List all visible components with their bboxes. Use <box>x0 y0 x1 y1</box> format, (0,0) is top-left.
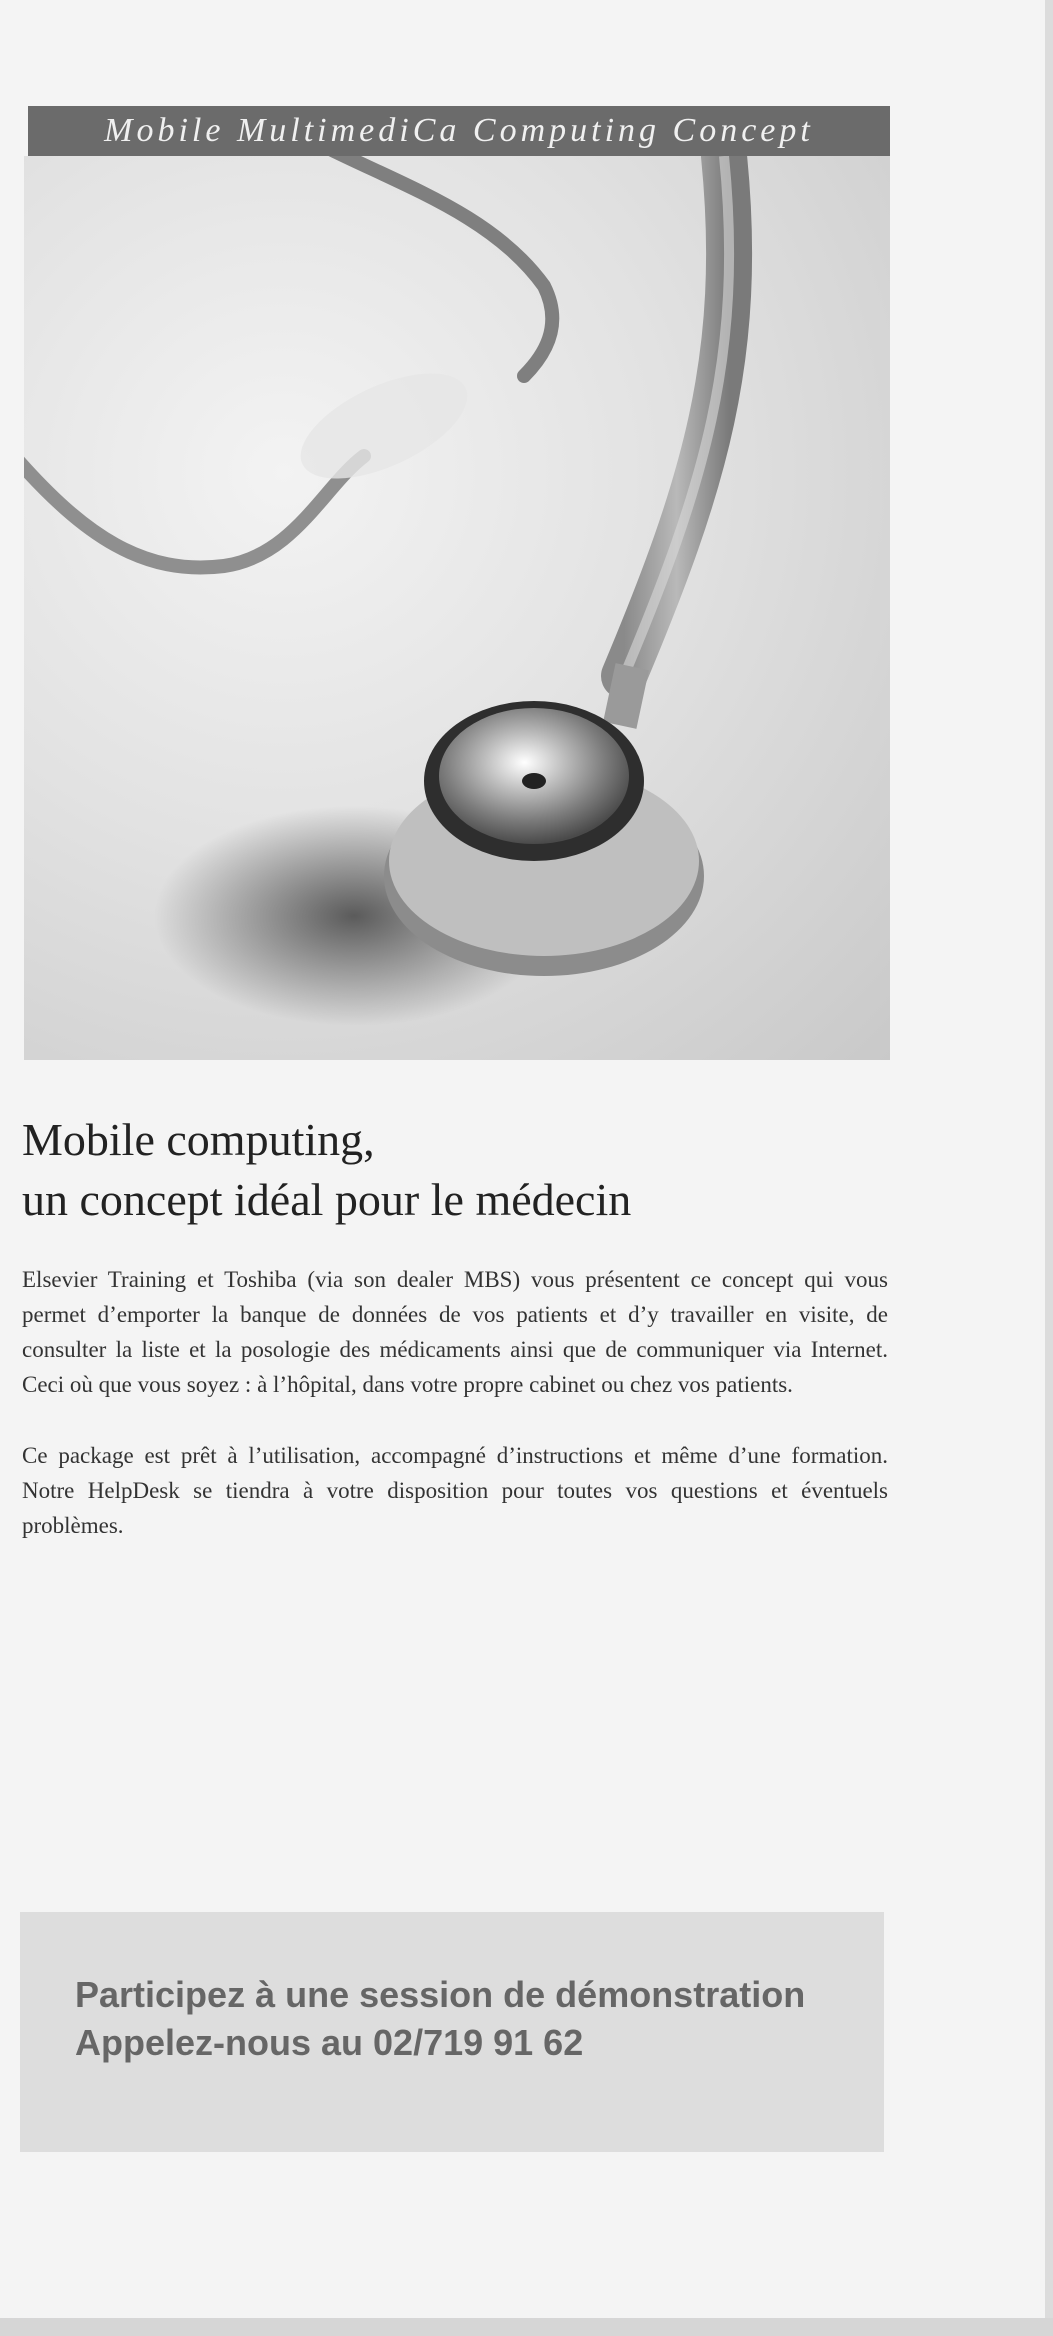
paragraph-2: Ce package est prêt à l’utilisation, accompagné d’instructions et même d’une formation. Notre HelpDesk se tiendra à votre disposition pour toutes vos questions et éventuels problèmes. <box>22 1443 888 1538</box>
banner-title: Mobile MultimediCa Computing Concept <box>104 112 814 149</box>
call-to-action-box <box>20 1912 884 2152</box>
stethoscope-icon <box>24 156 890 1060</box>
stethoscope-photo <box>24 156 890 1060</box>
title-line-1: Mobile computing, <box>22 1114 375 1165</box>
page-edge <box>1045 0 1053 2336</box>
cta-phone[interactable]: Appelez-nous au 02/719 91 62 <box>75 2022 584 2063</box>
body-text <box>22 1262 888 1579</box>
title-line-2: un concept idéal pour le médecin <box>22 1174 632 1225</box>
header-banner <box>28 106 890 156</box>
cta-demo-session: Participez à une session de démonstration <box>75 1974 806 2015</box>
page-edge-bottom <box>0 2318 1053 2336</box>
page-title <box>22 1110 882 1230</box>
paragraph-1: Elsevier Training et Toshiba (via son dealer MBS) vous présentent ce concept qui vous permet d’emporter la banque de données de vos patients et d’y travailler en visite, de consulter la liste et la posologie des médicaments ainsi que de communiquer via Internet. Ceci où que vous soyez : à l’hôpital, dans votre propre cabinet ou chez vos patients. <box>22 1267 888 1397</box>
